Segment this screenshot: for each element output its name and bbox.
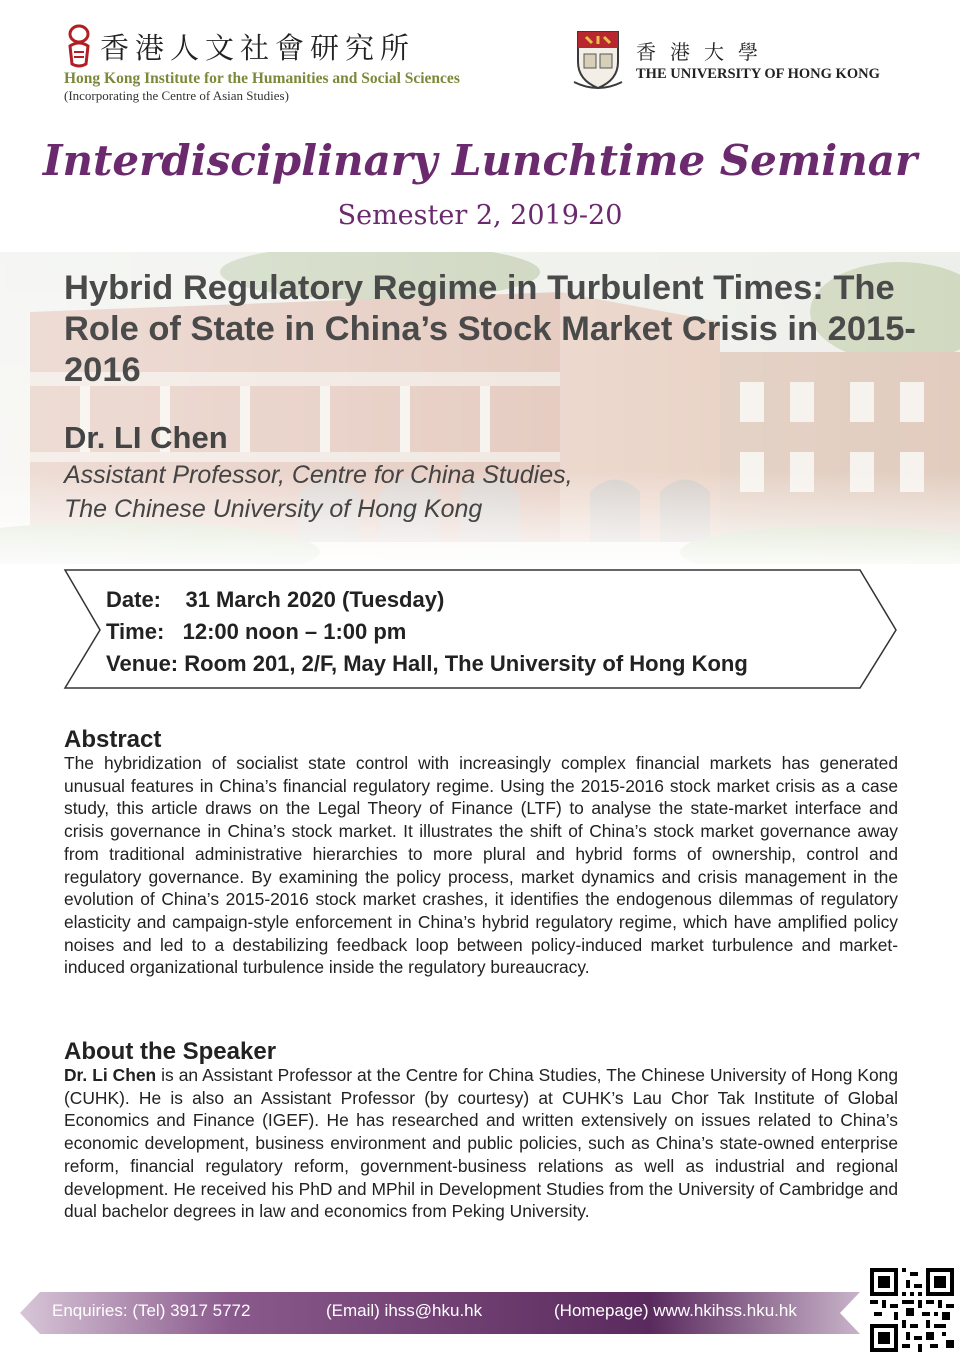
date-value: 31 March 2020 (Tuesday): [185, 587, 445, 612]
venue-line: [106, 651, 748, 677]
ihss-name-chinese: 香港人文社會研究所: [100, 31, 416, 65]
time-value: 12:00 noon – 1:00 pm: [182, 619, 407, 644]
ihss-name-english: Hong Kong Institute for the Humanities and Social Sciences: [64, 70, 460, 87]
speaker-name: Dr. LI Chen: [64, 420, 228, 455]
venue-value: Room 201, 2/F, May Hall, The University of Hong Kong: [184, 651, 748, 676]
hku-name-english: THE UNIVERSITY OF HONG KONG: [636, 66, 880, 82]
ihss-logo-icon: [64, 24, 94, 68]
qr-code-icon[interactable]: [870, 1268, 954, 1352]
footer-homepage[interactable]: (Homepage) www.hkihss.hku.hk: [554, 1301, 797, 1320]
footer-enquiries: Enquiries: (Tel) 3917 5772: [52, 1301, 251, 1320]
footer-email[interactable]: (Email) ihss@hku.hk: [326, 1301, 483, 1320]
semester-label: Semester 2, 2019-20: [337, 200, 623, 231]
speaker-affiliation-line2: The Chinese University of Hong Kong: [64, 495, 483, 523]
abstract-heading: Abstract: [64, 726, 162, 753]
about-speaker-name: Dr. Li Chen: [64, 1065, 157, 1085]
abstract-text: The hybridization of socialist state control with increasingly complex financial markets has generated unusual features in China’s financial regulatory regime. Using the 2015-2016 stock market crisis as a case study, this article draws on the Legal Theory of Finance (LTF) to analyse the state-market interface and crisis governance in China’s stock market. It illustrates the shift of China’s stock market governance away from traditional administrative hierarchies to more plural and hybrid forms of ownership, control and regulatory governance. By examining the policy process, market dynamics and crisis management in the evolution of China’s 2015-2016 stock market crashes, it identifies the endogenous dilemmas of regulatory elasticity and campaign-style enforcement in China’s hybrid regulatory regime, which have amplified policy noises and led to a destabilizing feedback loop between policy-induced market turbulence and market-induced organizational turbulence inside the regulatory bureaucracy.: [64, 753, 898, 978]
speaker-affiliation: [64, 458, 573, 526]
series-title: Interdisciplinary Lunchtime Seminar: [42, 136, 918, 185]
talk-title: Hybrid Regulatory Regime in Turbulent Times: The Role of State in China’s Stock Market Crisis in 2015-2016: [64, 269, 916, 389]
hku-crest-icon: [572, 28, 624, 92]
time-label: Time:: [106, 619, 165, 644]
hku-name-chinese: 香港大學: [636, 40, 772, 64]
about-text: [64, 1064, 898, 1223]
speaker-affiliation-line1: Assistant Professor, Centre for China Studies,: [64, 461, 573, 489]
venue-label: Venue:: [106, 651, 179, 676]
about-speaker-bio: is an Assistant Professor at the Centre for China Studies, The Chinese University of Hong Kong (CUHK). He is also an Assistant Professor (by courtesy) at CUHK’s Lau Chor Tak Institute of Global Economics and Finance (IGEF). He has researched and written extensively on issues related to China’s economic development, business environment and public policies, such as China’s state-owned enterprise reform, financial regulatory reform, government-business relations as well as industrial and regional development. He received his PhD and MPhil in Development Studies from the University of Cambridge and dual bachelor degrees in law and economics from Peking University.: [64, 1065, 898, 1222]
about-heading: About the Speaker: [64, 1038, 277, 1065]
ihss-subtitle: (Incorporating the Centre of Asian Studies): [64, 88, 289, 103]
time-line: [106, 619, 406, 645]
date-label: Date:: [106, 587, 162, 612]
date-line: [106, 587, 444, 613]
